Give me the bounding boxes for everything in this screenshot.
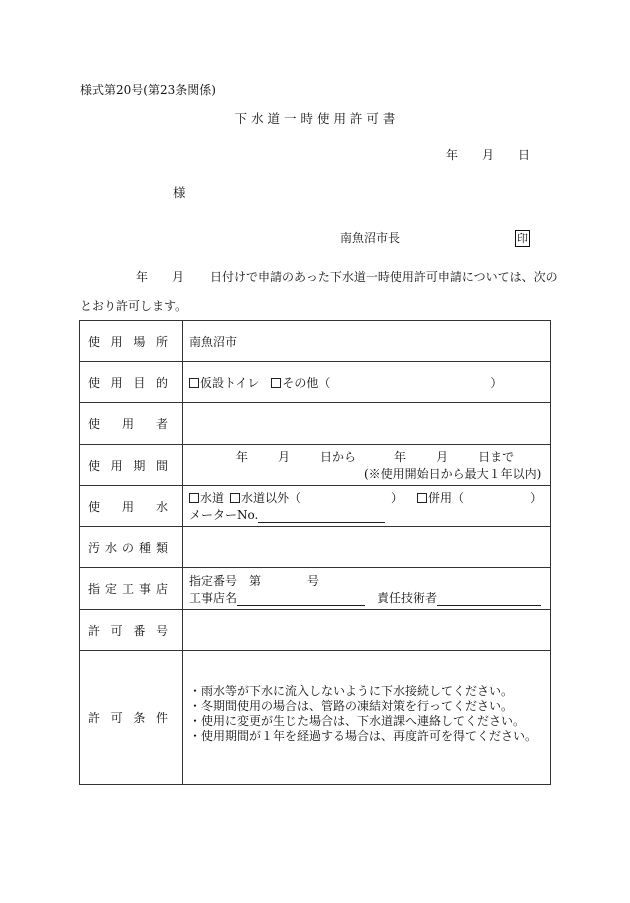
label-period: 使 用 期 間 (88, 458, 168, 473)
period-note: (※使用開始日から最大１年以内) (364, 467, 542, 481)
checkbox-combined[interactable] (417, 493, 427, 503)
label-permit-number: 許 可 番 号 (88, 623, 168, 638)
label-water: 使 用 水 (88, 499, 168, 514)
value-conditions (183, 651, 551, 785)
body-year: 年 (136, 270, 149, 284)
body-month: 月 (172, 270, 185, 284)
value-sewage[interactable] (183, 527, 551, 568)
meter-number-field[interactable] (258, 510, 385, 523)
value-water: 水道 水道以外（ ） 併用（ ） メーターNo. (183, 486, 551, 527)
condition-item: ・使用期間が１年を経過する場合は、再度許可を得てください。 (189, 728, 538, 743)
form-number: 様式第20号(第23条関係) (80, 83, 216, 97)
row-permit-number (80, 610, 551, 651)
condition-item: ・使用に変更が生じた場合は、下水道課へ連絡してください。 (189, 713, 526, 728)
label-contractor: 指 定 工 事 店 (88, 582, 168, 596)
body-text-line1 (136, 268, 558, 285)
value-contractor: 指定番号 第 号 工事店名 責任技術者 (183, 568, 551, 610)
meter-label: メーターNo. (189, 508, 259, 522)
row-period (80, 445, 551, 486)
date-month: 月 (482, 148, 495, 162)
body-line1-text: 日付けで申請のあった下水道一時使用許可申請については、次の (210, 270, 558, 284)
row-user (80, 403, 551, 445)
label-sewage: 汚 水 の 種 類 (88, 540, 168, 555)
shop-name-label: 工事店名 (189, 590, 238, 605)
label-purpose: 使 用 目 的 (88, 375, 168, 390)
row-sewage (80, 527, 551, 568)
row-purpose (80, 362, 551, 403)
addressee-suffix: 様 (173, 185, 186, 200)
value-permit-number[interactable] (183, 610, 551, 651)
label-conditions: 許 可 条 件 (88, 711, 168, 725)
label-location: 使 用 場 所 (88, 334, 168, 349)
row-location (80, 321, 551, 362)
body-text-line2: とおり許可します。 (80, 299, 188, 313)
label-user: 使 用 者 (88, 417, 168, 431)
document-title: 下 水 道 一 時 使 用 許 可 書 (234, 111, 396, 126)
condition-item: ・雨水等が下水に流入しないように下水接続してください。 (189, 683, 514, 698)
issuer-name: 南魚沼市長 (340, 231, 401, 245)
value-user[interactable] (183, 403, 551, 445)
date-day: 日 (518, 148, 531, 162)
engineer-field[interactable] (437, 593, 541, 606)
engineer-label: 責任技術者 (377, 590, 438, 605)
value-period: 年 月 日から 年 月 日まで (※使用開始日から最大１年以内) (183, 445, 551, 486)
shop-name-field[interactable] (237, 593, 365, 606)
value-location: 南魚沼市 (183, 321, 551, 362)
checkbox-non-water-supply[interactable] (230, 493, 240, 503)
checkbox-other[interactable] (271, 378, 281, 388)
option-other: その他（ (282, 375, 331, 390)
permit-table (79, 320, 551, 785)
row-contractor (80, 568, 551, 610)
issue-date (446, 146, 530, 163)
row-conditions (80, 651, 551, 785)
seal-box: 印 (517, 232, 528, 245)
checkbox-water-supply[interactable] (189, 493, 199, 503)
row-water (80, 486, 551, 527)
designation-number-label: 指定番号 第 (189, 573, 262, 588)
option-temporary-toilet: 仮設トイレ (200, 375, 260, 390)
condition-item: ・冬期間使用の場合は、管路の凍結対策を行ってください。 (189, 698, 514, 713)
value-purpose: 仮設トイレ その他（ ） (183, 362, 551, 403)
checkbox-temporary-toilet[interactable] (189, 378, 199, 388)
date-year: 年 (446, 148, 459, 162)
